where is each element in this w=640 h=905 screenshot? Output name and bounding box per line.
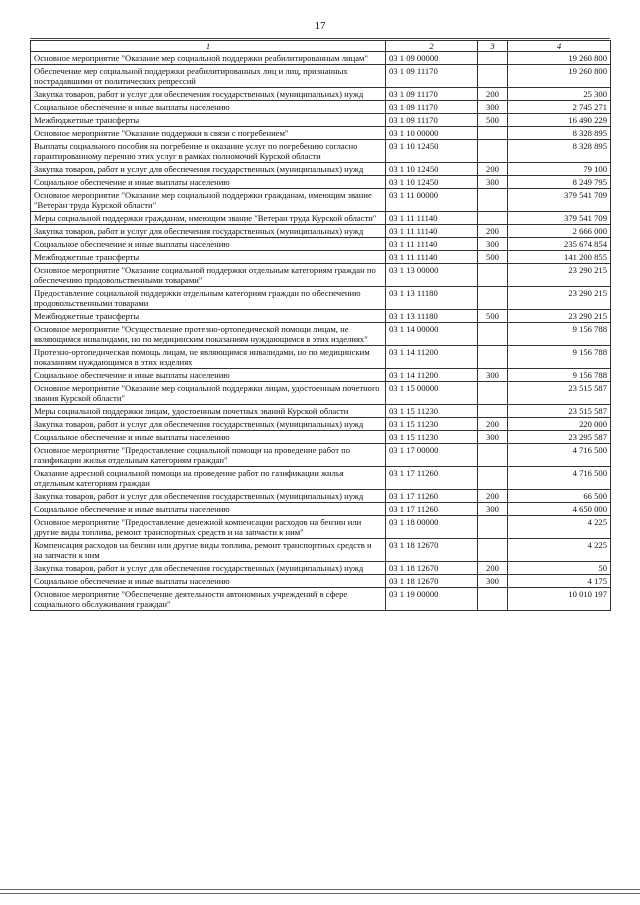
cell-type bbox=[478, 65, 508, 88]
cell-name: Закупка товаров, работ и услуг для обеспечения государственных (муниципальных) нужд bbox=[31, 163, 386, 176]
cell-code: 03 1 10 00000 bbox=[386, 127, 478, 140]
cell-sum: 8 328 895 bbox=[508, 140, 611, 163]
cell-name: Обеспечение мер социальной поддержки реабилитированных лиц и лиц, признанных пострадавшими от политических репрессий bbox=[31, 65, 386, 88]
cell-name: Основное мероприятие "Оказание поддержки в связи с погребением" bbox=[31, 127, 386, 140]
cell-type bbox=[478, 212, 508, 225]
cell-code: 03 1 14 11200 bbox=[386, 369, 478, 382]
cell-name: Компенсация расходов на бензин или другие виды топлива, ремонт транспортных средств и на запчасти к ним bbox=[31, 539, 386, 562]
cell-code: 03 1 18 12670 bbox=[386, 575, 478, 588]
cell-name: Протезно-ортопедическая помощь лицам, не являющимся инвалидами, но по медицинским показаниям нуждающимся в этих изделиях bbox=[31, 346, 386, 369]
cell-code: 03 1 09 00000 bbox=[386, 52, 478, 65]
cell-type: 300 bbox=[478, 101, 508, 114]
cell-sum: 23 295 587 bbox=[508, 431, 611, 444]
table-row bbox=[31, 251, 611, 264]
cell-type bbox=[478, 264, 508, 287]
table-row bbox=[31, 225, 611, 238]
cell-name: Межбюджетные трансферты bbox=[31, 114, 386, 127]
cell-sum: 23 290 215 bbox=[508, 310, 611, 323]
cell-sum: 2 745 271 bbox=[508, 101, 611, 114]
table-row bbox=[31, 467, 611, 490]
budget-table bbox=[30, 40, 611, 611]
table-row bbox=[31, 101, 611, 114]
table-row bbox=[31, 114, 611, 127]
cell-name: Основное мероприятие "Предоставление социальной помощи на проведение работ по газификации жилья отдельным категориям граждан" bbox=[31, 444, 386, 467]
cell-code: 03 1 11 11140 bbox=[386, 251, 478, 264]
cell-type bbox=[478, 127, 508, 140]
footer-rule bbox=[0, 889, 640, 890]
table-row bbox=[31, 539, 611, 562]
cell-name: Меры социальной поддержки гражданам, имеющим звание "Ветеран труда Курской области" bbox=[31, 212, 386, 225]
cell-type bbox=[478, 539, 508, 562]
cell-name: Социальное обеспечение и иные выплаты населению bbox=[31, 176, 386, 189]
cell-name: Социальное обеспечение и иные выплаты населению bbox=[31, 431, 386, 444]
cell-type: 300 bbox=[478, 431, 508, 444]
cell-name: Социальное обеспечение и иные выплаты населению bbox=[31, 369, 386, 382]
table-row bbox=[31, 323, 611, 346]
cell-type: 500 bbox=[478, 310, 508, 323]
cell-sum: 79 100 bbox=[508, 163, 611, 176]
table-row bbox=[31, 163, 611, 176]
cell-sum: 8 328 895 bbox=[508, 127, 611, 140]
cell-sum: 9 156 788 bbox=[508, 369, 611, 382]
cell-name: Основное мероприятие "Оказание мер социальной поддержки лицам, удостоенным почетного звания Курской области" bbox=[31, 382, 386, 405]
cell-sum: 4 225 bbox=[508, 516, 611, 539]
cell-sum: 2 666 000 bbox=[508, 225, 611, 238]
table-row bbox=[31, 516, 611, 539]
cell-name: Основное мероприятие "Осуществление протезно-ортопедической помощи лицам, не являющимся инвалидами, но по медицинским показаниям нуждающимся в этих изделиях" bbox=[31, 323, 386, 346]
cell-sum: 4 716 500 bbox=[508, 444, 611, 467]
cell-type bbox=[478, 287, 508, 310]
table-row bbox=[31, 346, 611, 369]
cell-type bbox=[478, 516, 508, 539]
cell-type: 300 bbox=[478, 176, 508, 189]
cell-code: 03 1 15 11230 bbox=[386, 431, 478, 444]
cell-sum: 25 300 bbox=[508, 88, 611, 101]
table-row bbox=[31, 52, 611, 65]
cell-name: Основное мероприятие "Оказание социальной поддержки отдельным категориям граждан по обеспечению продовольственными товарами" bbox=[31, 264, 386, 287]
table-row bbox=[31, 140, 611, 163]
cell-name: Основное мероприятие "Обеспечение деятельности автономных учреждений в сфере социального обслуживания граждан" bbox=[31, 588, 386, 611]
cell-code: 03 1 15 11230 bbox=[386, 405, 478, 418]
cell-type bbox=[478, 140, 508, 163]
cell-sum: 19 260 800 bbox=[508, 52, 611, 65]
cell-code: 03 1 13 11180 bbox=[386, 287, 478, 310]
table-row bbox=[31, 212, 611, 225]
table-row bbox=[31, 238, 611, 251]
table-row bbox=[31, 369, 611, 382]
cell-code: 03 1 10 12450 bbox=[386, 176, 478, 189]
cell-type: 200 bbox=[478, 225, 508, 238]
cell-code: 03 1 14 11200 bbox=[386, 346, 478, 369]
cell-sum: 23 290 215 bbox=[508, 264, 611, 287]
cell-code: 03 1 11 11140 bbox=[386, 225, 478, 238]
table-row bbox=[31, 431, 611, 444]
cell-type: 300 bbox=[478, 238, 508, 251]
cell-code: 03 1 17 11260 bbox=[386, 490, 478, 503]
cell-sum: 379 541 709 bbox=[508, 212, 611, 225]
cell-sum: 4 716 500 bbox=[508, 467, 611, 490]
cell-sum: 4 175 bbox=[508, 575, 611, 588]
cell-code: 03 1 11 00000 bbox=[386, 189, 478, 212]
table-row bbox=[31, 189, 611, 212]
cell-type bbox=[478, 444, 508, 467]
cell-code: 03 1 10 12450 bbox=[386, 163, 478, 176]
cell-sum: 4 225 bbox=[508, 539, 611, 562]
cell-name: Предоставление социальной поддержки отдельным категориям граждан по обеспечению продовольственными товарами bbox=[31, 287, 386, 310]
cell-code: 03 1 09 11170 bbox=[386, 65, 478, 88]
cell-sum: 4 650 000 bbox=[508, 503, 611, 516]
cell-type bbox=[478, 189, 508, 212]
table-row bbox=[31, 503, 611, 516]
cell-name: Меры социальной поддержки лицам, удостоенным почетных званий Курской области bbox=[31, 405, 386, 418]
cell-type: 500 bbox=[478, 251, 508, 264]
cell-name: Основное мероприятие "Предоставление денежной компенсации расходов на бензин или другие виды топлива, ремонт транспортных средств и на запчасти к ним" bbox=[31, 516, 386, 539]
table-row bbox=[31, 418, 611, 431]
cell-sum: 9 156 788 bbox=[508, 346, 611, 369]
header-col-type: 3 bbox=[478, 41, 508, 52]
table-row bbox=[31, 287, 611, 310]
cell-type bbox=[478, 588, 508, 611]
cell-name: Закупка товаров, работ и услуг для обеспечения государственных (муниципальных) нужд bbox=[31, 490, 386, 503]
cell-name: Закупка товаров, работ и услуг для обеспечения государственных (муниципальных) нужд bbox=[31, 225, 386, 238]
cell-type: 200 bbox=[478, 88, 508, 101]
cell-sum: 66 500 bbox=[508, 490, 611, 503]
cell-code: 03 1 18 00000 bbox=[386, 516, 478, 539]
cell-code: 03 1 11 11140 bbox=[386, 238, 478, 251]
cell-type: 500 bbox=[478, 114, 508, 127]
cell-code: 03 1 17 00000 bbox=[386, 444, 478, 467]
cell-name: Основное мероприятие "Оказание мер социальной поддержки гражданам, имеющим звание "Ветеран труда Курской области" bbox=[31, 189, 386, 212]
cell-name: Социальное обеспечение и иные выплаты населению bbox=[31, 101, 386, 114]
cell-name: Закупка товаров, работ и услуг для обеспечения государственных (муниципальных) нужд bbox=[31, 418, 386, 431]
cell-sum: 19 260 800 bbox=[508, 65, 611, 88]
cell-code: 03 1 09 11170 bbox=[386, 101, 478, 114]
cell-type bbox=[478, 405, 508, 418]
cell-code: 03 1 15 00000 bbox=[386, 382, 478, 405]
header-col-sum: 4 bbox=[508, 41, 611, 52]
table-row bbox=[31, 562, 611, 575]
header-col-code: 2 bbox=[386, 41, 478, 52]
cell-code: 03 1 09 11170 bbox=[386, 88, 478, 101]
footer-rule-lower bbox=[0, 893, 640, 894]
cell-name: Социальное обеспечение и иные выплаты населению bbox=[31, 238, 386, 251]
cell-code: 03 1 09 11170 bbox=[386, 114, 478, 127]
table-row bbox=[31, 310, 611, 323]
cell-type: 300 bbox=[478, 503, 508, 516]
cell-sum: 23 515 587 bbox=[508, 405, 611, 418]
cell-sum: 23 290 215 bbox=[508, 287, 611, 310]
cell-code: 03 1 13 11180 bbox=[386, 310, 478, 323]
table-row bbox=[31, 88, 611, 101]
cell-code: 03 1 15 11230 bbox=[386, 418, 478, 431]
cell-code: 03 1 10 12450 bbox=[386, 140, 478, 163]
cell-sum: 50 bbox=[508, 562, 611, 575]
cell-code: 03 1 14 00000 bbox=[386, 323, 478, 346]
cell-name: Межбюджетные трансферты bbox=[31, 310, 386, 323]
cell-name: Выплаты социального пособия на погребение и оказание услуг по погребению согласно гарантированному перечню этих услуг в рамках полномочий Курской области bbox=[31, 140, 386, 163]
cell-sum: 8 249 795 bbox=[508, 176, 611, 189]
table-row bbox=[31, 264, 611, 287]
cell-name: Закупка товаров, работ и услуг для обеспечения государственных (муниципальных) нужд bbox=[31, 562, 386, 575]
cell-code: 03 1 13 00000 bbox=[386, 264, 478, 287]
cell-type bbox=[478, 52, 508, 65]
cell-type: 200 bbox=[478, 418, 508, 431]
cell-code: 03 1 17 11260 bbox=[386, 467, 478, 490]
page-number: 17 bbox=[314, 20, 326, 32]
cell-type bbox=[478, 346, 508, 369]
cell-type bbox=[478, 323, 508, 346]
cell-type: 200 bbox=[478, 163, 508, 176]
cell-sum: 141 200 855 bbox=[508, 251, 611, 264]
table-row bbox=[31, 405, 611, 418]
cell-type bbox=[478, 382, 508, 405]
cell-name: Социальное обеспечение и иные выплаты населению bbox=[31, 575, 386, 588]
cell-sum: 235 674 854 bbox=[508, 238, 611, 251]
cell-name: Основное мероприятие "Оказание мер социальной поддержки реабилитированным лицам" bbox=[31, 52, 386, 65]
table-row bbox=[31, 176, 611, 189]
cell-type: 300 bbox=[478, 575, 508, 588]
cell-code: 03 1 18 12670 bbox=[386, 539, 478, 562]
cell-sum: 23 515 587 bbox=[508, 382, 611, 405]
header-col-name: 1 bbox=[31, 41, 386, 52]
cell-code: 03 1 18 12670 bbox=[386, 562, 478, 575]
table-row bbox=[31, 575, 611, 588]
cell-sum: 9 156 788 bbox=[508, 323, 611, 346]
cell-code: 03 1 17 11260 bbox=[386, 503, 478, 516]
table-row bbox=[31, 588, 611, 611]
cell-name: Межбюджетные трансферты bbox=[31, 251, 386, 264]
cell-name: Закупка товаров, работ и услуг для обеспечения государственных (муниципальных) нужд bbox=[31, 88, 386, 101]
cell-type: 300 bbox=[478, 369, 508, 382]
cell-sum: 220 000 bbox=[508, 418, 611, 431]
table-row bbox=[31, 127, 611, 140]
cell-type: 200 bbox=[478, 490, 508, 503]
header-row bbox=[31, 41, 611, 52]
table-row bbox=[31, 444, 611, 467]
cell-name: Оказание адресной социальной помощи на проведение работ по газификации жилья отдельным категориям граждан bbox=[31, 467, 386, 490]
cell-sum: 379 541 709 bbox=[508, 189, 611, 212]
table-row bbox=[31, 490, 611, 503]
table-row bbox=[31, 65, 611, 88]
cell-type: 200 bbox=[478, 562, 508, 575]
cell-code: 03 1 19 00000 bbox=[386, 588, 478, 611]
top-rule bbox=[30, 38, 610, 39]
cell-type bbox=[478, 467, 508, 490]
cell-sum: 10 010 197 bbox=[508, 588, 611, 611]
cell-code: 03 1 11 11140 bbox=[386, 212, 478, 225]
cell-sum: 16 490 229 bbox=[508, 114, 611, 127]
cell-name: Социальное обеспечение и иные выплаты населению bbox=[31, 503, 386, 516]
table-row bbox=[31, 382, 611, 405]
table-body bbox=[31, 52, 611, 611]
